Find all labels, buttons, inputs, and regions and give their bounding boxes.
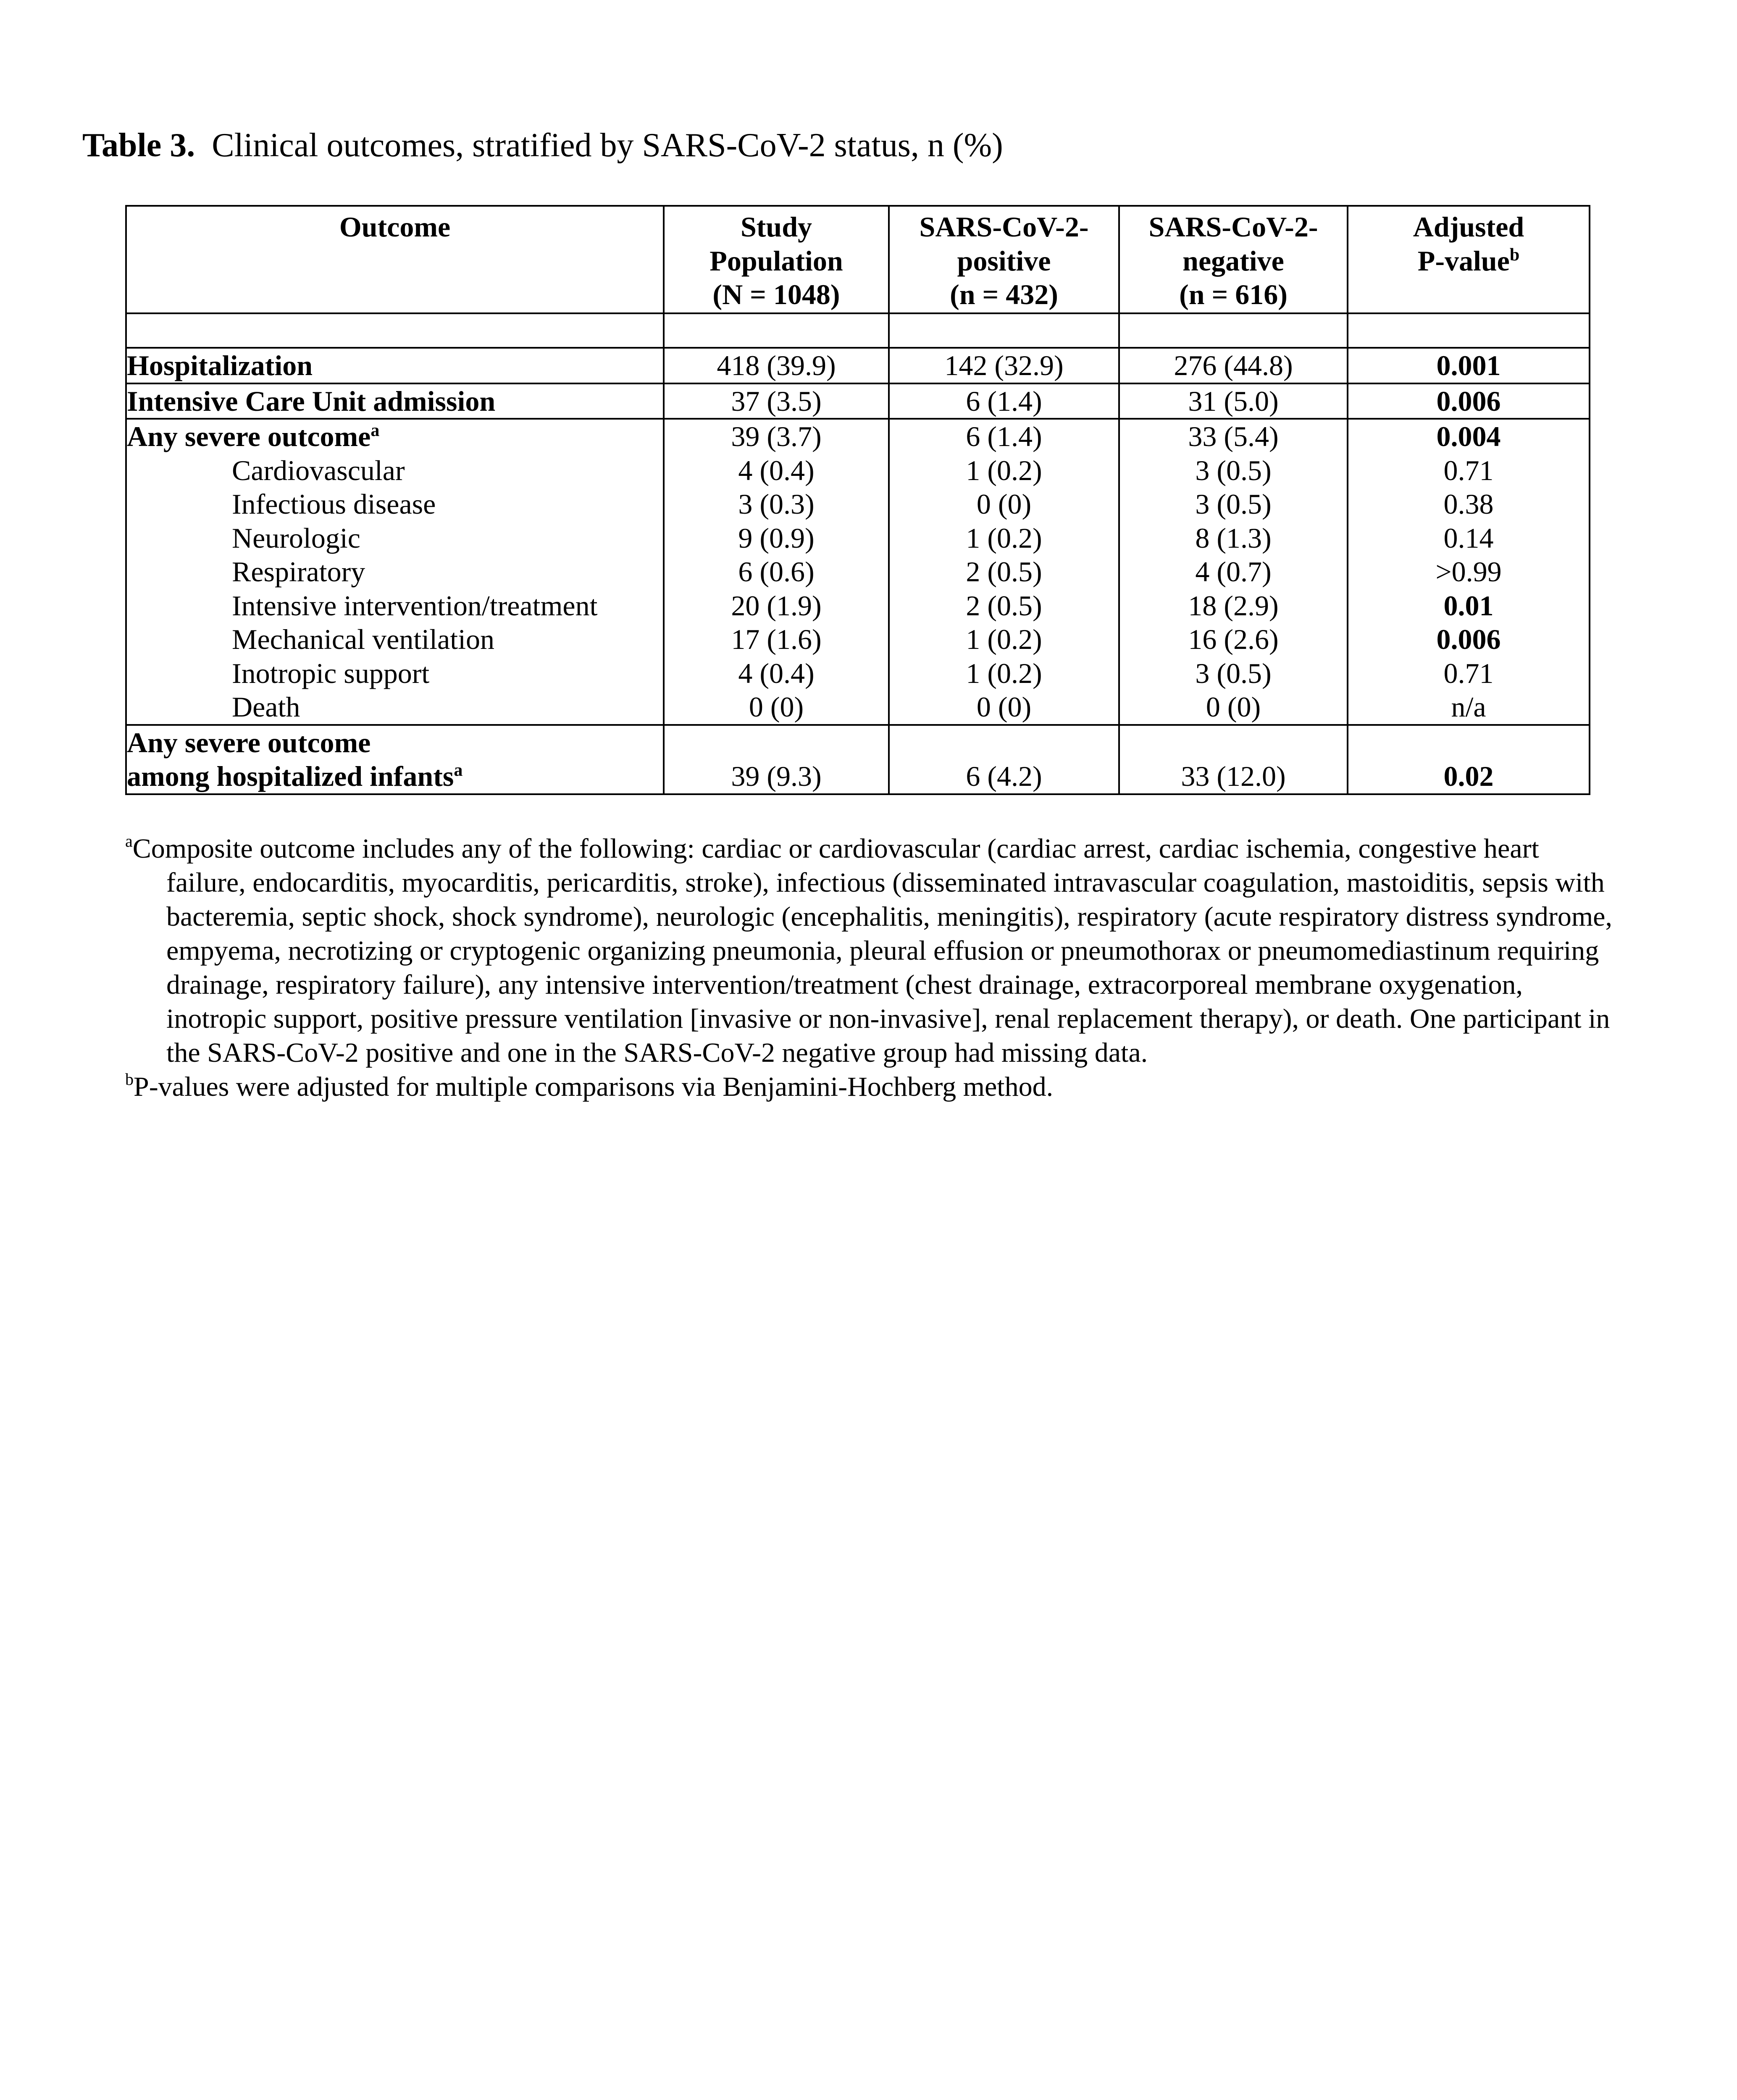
table-title	[82, 124, 1003, 166]
footnote-mark: a	[454, 761, 463, 780]
cell-value: 0.006	[1436, 385, 1501, 417]
cell-value: 0 (0)	[749, 691, 804, 723]
outcome-label: Intensive Care Unit admission	[127, 385, 496, 417]
value-cell-p	[1348, 725, 1590, 794]
cell-value: 1 (0.2)	[966, 454, 1042, 486]
table-header-row	[126, 206, 1590, 313]
footnote-text: Composite outcome includes any of the following: cardiac or cardiovascular (cardiac arrest, cardiac ischemia, congestive heart failure, endocarditis, myocarditis, pericarditis, stroke), infectious (disseminated intravascular coagulation, mastoiditis, sepsis with bacteremia, septic shock, shock syndrome), neurologic (encephalitis, meningitis), respiratory (acute respiratory distress syndrome, empyema, necrotizing or cryptogenic organizing pneumonia, pleural effusion or pneumothorax or pneumomediastinum requiring drainage, respiratory failure), any intensive intervention/treatment (chest drainage, extracorporeal membrane oxygenation, inotropic support, positive pressure ventilation [invasive or non-invasive], renal replacement therapy), or death. One participant in the SARS-CoV-2 positive and one in the SARS-CoV-2 negative group had missing data.	[132, 833, 1612, 1068]
column-header	[1348, 206, 1590, 313]
outcome-label: among hospitalized infants$^a$	[127, 760, 463, 792]
column-header-line: (N = 1048)	[712, 278, 840, 310]
outcome-label: Inotropic support	[232, 657, 430, 689]
value-cell-positive	[889, 383, 1119, 419]
cell-value: 4 (0.4)	[738, 454, 815, 486]
outcome-label: Respiratory	[232, 556, 365, 588]
column-header-line: Population	[710, 244, 843, 277]
blank-line	[1120, 726, 1347, 760]
column-header-line: (n = 616)	[1179, 278, 1288, 310]
cell-value: 3 (0.5)	[1195, 488, 1272, 520]
blank-line	[890, 726, 1118, 760]
value-cell-negative	[1119, 383, 1348, 419]
cell-value: 4 (0.7)	[1195, 556, 1272, 588]
cell-value: 0.71	[1443, 454, 1494, 486]
column-header-line: SARS-CoV-2-	[919, 211, 1089, 243]
cell-value: 33 (5.4)	[1188, 420, 1279, 452]
cell-value: 31 (5.0)	[1188, 385, 1279, 417]
footnote-mark: a	[371, 421, 380, 440]
footnotes	[125, 832, 1621, 1104]
cell-value: 39 (3.7)	[731, 420, 822, 452]
value-cell-negative	[1119, 725, 1348, 794]
cell-value: 20 (1.9)	[731, 589, 822, 622]
outcome-label: Any severe outcome	[127, 726, 371, 759]
column-header-line: Outcome	[339, 211, 451, 243]
outcome-cell	[126, 383, 664, 419]
cell-value: >0.99	[1435, 556, 1502, 588]
footnote-mark: b	[125, 1070, 134, 1089]
outcome-cell	[126, 348, 664, 383]
column-header	[1119, 206, 1348, 313]
outcome-label: Infectious disease	[232, 488, 436, 520]
outcome-cell	[126, 419, 664, 725]
column-header-line: negative	[1183, 244, 1284, 277]
value-cell-study	[664, 383, 889, 419]
table-row	[126, 419, 1590, 725]
cell-value: 16 (2.6)	[1188, 623, 1279, 655]
value-cell-positive	[889, 348, 1119, 383]
cell-value: 6 (1.4)	[966, 420, 1042, 452]
cell-value: 9 (0.9)	[738, 522, 815, 554]
footnote	[125, 832, 1621, 1070]
footnote-mark: a	[125, 832, 133, 850]
cell-value: 0 (0)	[1206, 691, 1261, 723]
cell-value: n/a	[1451, 691, 1486, 723]
outcome-label: Cardiovascular	[232, 454, 405, 486]
cell-value: 0.02	[1443, 760, 1494, 792]
cell-value: 6 (0.6)	[738, 556, 815, 588]
outcome-cell	[126, 725, 664, 794]
footnote	[125, 1070, 1621, 1104]
cell-value: 1 (0.2)	[966, 522, 1042, 554]
outcome-label: Any severe outcome$^a$	[127, 420, 380, 452]
cell-value: 3 (0.5)	[1195, 657, 1272, 689]
outcome-label: Intensive intervention/treatment	[232, 589, 598, 622]
cell-value: 8 (1.3)	[1195, 522, 1272, 554]
cell-value: 39 (9.3)	[731, 760, 822, 792]
value-cell-study	[664, 725, 889, 794]
cell-value: 0.14	[1443, 522, 1494, 554]
column-header-line: P-value$^b$	[1417, 244, 1520, 277]
value-cell-study	[664, 419, 889, 725]
cell-value: 4 (0.4)	[738, 657, 815, 689]
column-header-line: Study	[740, 211, 812, 243]
cell-value: 0.71	[1443, 657, 1494, 689]
table-row	[126, 348, 1590, 383]
cell-value: 17 (1.6)	[731, 623, 822, 655]
cell-value: 0 (0)	[976, 691, 1032, 723]
footnote-mark: b	[1509, 245, 1520, 265]
outcome-label: Neurologic	[232, 522, 360, 554]
cell-value: 142 (32.9)	[944, 349, 1064, 381]
cell-value: 1 (0.2)	[966, 657, 1042, 689]
outcome-label: Mechanical ventilation	[232, 623, 494, 655]
cell-value: 0.001	[1436, 349, 1501, 381]
blank-line	[1348, 726, 1589, 760]
cell-value: 0.01	[1443, 589, 1494, 622]
cell-value: 276 (44.8)	[1174, 349, 1293, 381]
cell-value: 2 (0.5)	[966, 589, 1042, 622]
cell-value: 418 (39.9)	[717, 349, 836, 381]
cell-value: 0.38	[1443, 488, 1494, 520]
cell-value: 33 (12.0)	[1181, 760, 1286, 792]
value-cell-positive	[889, 725, 1119, 794]
outcome-label: Hospitalization	[127, 349, 313, 381]
table-label: Table 3.	[82, 127, 195, 164]
value-cell-p	[1348, 383, 1590, 419]
cell-value: 6 (1.4)	[966, 385, 1042, 417]
cell-value: 18 (2.9)	[1188, 589, 1279, 622]
value-cell-study	[664, 348, 889, 383]
table-spacer-row	[126, 313, 1590, 348]
value-cell-negative	[1119, 419, 1348, 725]
column-header-line: positive	[957, 244, 1051, 277]
cell-value: 3 (0.5)	[1195, 454, 1272, 486]
column-header	[664, 206, 889, 313]
table-row	[126, 725, 1590, 794]
column-header	[126, 206, 664, 313]
footnote-text: P-values were adjusted for multiple comparisons via Benjamini-Hochberg method.	[134, 1071, 1054, 1102]
outcomes-table	[125, 205, 1590, 795]
cell-value: 1 (0.2)	[966, 623, 1042, 655]
value-cell-p	[1348, 419, 1590, 725]
cell-value: 2 (0.5)	[966, 556, 1042, 588]
cell-value: 0 (0)	[976, 488, 1032, 520]
cell-value: 3 (0.3)	[738, 488, 815, 520]
cell-value: 0.006	[1436, 623, 1501, 655]
table-caption: Clinical outcomes, stratified by SARS-CoV-2 status, n (%)	[212, 127, 1003, 164]
blank-line	[665, 726, 888, 760]
column-header-line: SARS-CoV-2-	[1148, 211, 1318, 243]
cell-value: 6 (4.2)	[966, 760, 1042, 792]
column-header	[889, 206, 1119, 313]
value-cell-positive	[889, 419, 1119, 725]
cell-value: 0.004	[1436, 420, 1501, 452]
table-row	[126, 383, 1590, 419]
value-cell-p	[1348, 348, 1590, 383]
value-cell-negative	[1119, 348, 1348, 383]
cell-value: 37 (3.5)	[731, 385, 822, 417]
outcome-label: Death	[232, 691, 300, 723]
column-header-line: Adjusted	[1413, 211, 1524, 243]
column-header-line: (n = 432)	[950, 278, 1058, 310]
